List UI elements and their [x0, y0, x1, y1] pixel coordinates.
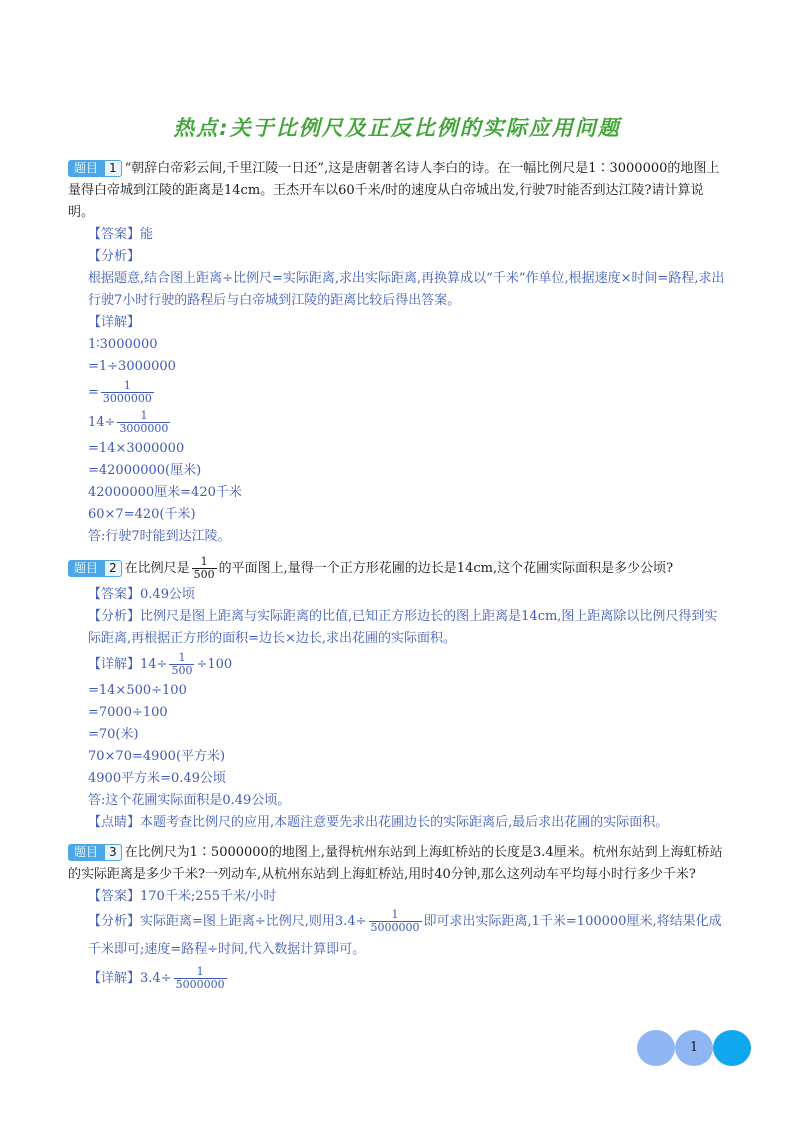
fraction: $\frac{1}{500}$	[171, 651, 193, 677]
detail-line: =1÷3000000	[88, 359, 176, 374]
answer-row: 【答案】170千米;255千米/小时	[88, 889, 277, 904]
detail-label: 【详解】	[88, 315, 141, 330]
detail-line: 60×7=420(千米)	[88, 507, 196, 522]
answer-row: 【答案】0.49公顷	[88, 587, 195, 602]
question-3	[68, 842, 728, 994]
fraction: $\frac{1}{3000000}$	[119, 409, 169, 435]
detail-line: 答:行驶7时能到达江陵。	[88, 529, 231, 544]
answer-row: 【答案】能	[88, 227, 154, 242]
detail-line: 4900平方米=0.49公顷	[88, 771, 226, 786]
question-tag: 题目 1	[68, 160, 122, 177]
analysis-text: 【分析】比例尺是图上距离与实际距离的比值,已知正方形边长的图上距离是14cm,图上距离除以比例尺得到实际距离,再根据正方形的面积=边长×边长,求出花圃的实际面积。	[88, 609, 718, 646]
detail-line: 70×70=4900(平方米)	[88, 749, 226, 764]
question-tag: 题目 3	[68, 844, 122, 861]
fraction: $\frac{1}{5000000}$	[370, 908, 420, 934]
detail-line: 1∶3000000	[88, 337, 158, 352]
question-1	[68, 158, 728, 548]
detail-line: =14×3000000	[88, 441, 185, 456]
question-3-stem: 题目 3 在比例尺为1∶5000000的地图上,量得杭州东站到上海虹桥站的长度是3.4厘米。杭州东站到上海虹桥站的实际距离是多少千米?一列动车,从杭州东站到上海虹桥站,用时40分钟,那么这列动车平均每小时行多少千米?	[68, 845, 723, 882]
point-text: 【点睛】本题考查比例尺的应用,本题注意要先求出花圃边长的实际距离后,最后求出花圃的实际面积。	[88, 815, 669, 830]
fraction: $\frac{1}{500}$	[193, 555, 215, 581]
detail-line: =42000000(厘米)	[88, 463, 202, 478]
page-title: 热点:关于比例尺及正反比例的实际应用问题	[173, 116, 621, 140]
analysis-label: 【分析】	[88, 249, 141, 264]
detail-line: =14×500÷100	[88, 683, 187, 698]
decor-circle	[637, 1030, 675, 1066]
analysis-text: 根据题意,结合图上距离÷比例尺=实际距离,求出实际距离,再换算成以“千米”作单位,根据速度×时间=路程,求出行驶7小时行驶的路程后与白帝城到江陵的距离比较后得出答案。	[88, 271, 725, 308]
detail-line: 14÷ $\frac{1}{3000000}$	[88, 409, 169, 435]
decor-circle	[713, 1030, 751, 1066]
detail-line: =70(米)	[88, 727, 139, 742]
detail-line: = $\frac{1}{3000000}$	[88, 379, 152, 405]
page-number-badge	[637, 1030, 751, 1066]
question-1-stem: 题目 1 “朝辞白帝彩云间,千里江陵一日还”,这是唐朝著名诗人李白的诗。在一幅比例尺是1∶3000000的地图上量得白帝城到江陵的距离是14cm。王杰开车以60千米/时的速度从白帝城出发,行驶7时能否到达江陵?请计算说明。	[68, 161, 720, 220]
detail-line: =7000÷100	[88, 705, 168, 720]
page-number: 1	[689, 1040, 699, 1055]
analysis-text: 【分析】实际距离=图上距离÷比例尺,则用3.4÷ $\frac{1}{5000000}$ 即可求出实际距离,1千米=100000厘米,将结果化成千米即可;速度=路程÷时间,代入数据计算即可。	[88, 908, 722, 957]
detail-line: 答:这个花圃实际面积是0.49公顷。	[88, 793, 291, 808]
question-2-stem: 题目 2 在比例尺是 $\frac{1}{500}$ 的平面图上,量得一个正方形花圃的边长是14cm,这个花圃实际面积是多少公顷?	[68, 554, 728, 584]
detail-line: 【详解】14÷ $\frac{1}{500}$ ÷100	[88, 651, 233, 677]
fraction: $\frac{1}{5000000}$	[175, 965, 225, 991]
question-2	[68, 554, 728, 834]
fraction: $\frac{1}{3000000}$	[102, 379, 152, 405]
detail-line: 【详解】3.4÷ $\frac{1}{5000000}$	[88, 965, 225, 991]
detail-line: 42000000厘米=420千米	[88, 485, 242, 500]
question-tag: 题目 2	[68, 560, 122, 577]
